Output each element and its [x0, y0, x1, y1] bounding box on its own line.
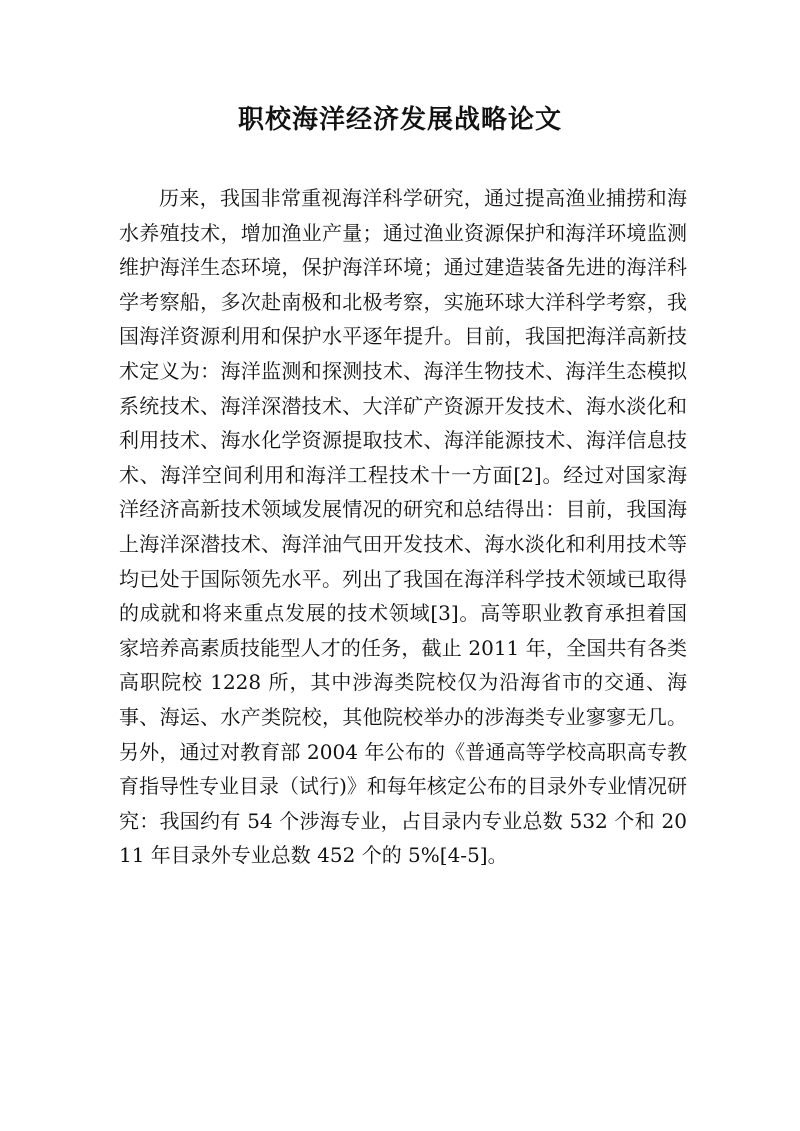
document-title: 职校海洋经济发展战略论文	[237, 105, 562, 135]
body-paragraph: 历来，我国非常重视海洋科学研究，通过提高渔业捕捞和海水养殖技术，增加渔业产量；通过渔业资源保护和海洋环境监测维护海洋生态环境，保护海洋环境；通过建造装备先进的海洋科学考察船，多次赴南极和北极考察，实施环球大洋科学考察，我国海洋资源利用和保护水平逐年提升。目前，我国把海洋高新技术定义为：海洋监测和探测技术、海洋生物技术、海洋生态模拟系统技术、海洋深潜技术、大洋矿产资源开发技术、海水淡化和利用技术、海水化学资源提取技术、海洋能源技术、海洋信息技术、海洋空间利用和海洋工程技术十一方面[2]。经过对国家海洋经济高新技术领域发展情况的研究和总结得出：目前，我国海上海洋深潜技术、海洋油气田开发技术、海水淡化和利用技术等均已处于国际领先水平。列出了我国在海洋科学技术领域已取得的成就和将来重点发展的技术领域[3]。高等职业教育承担着国家培养高素质技能型人才的任务，截止 2011 年，全国共有各类高职院校 1228 所，其中涉海类院校仅为沿海省市的交通、海事、海运、水产类院校，其他院校举办的涉海类专业寥寥无几。另外，通过对教育部 2004 年公布的《普通高等学校高职高专教育指导性专业目录（试行)》和每年核定公布的目录外专业情况研究：我国约有 54 个涉海专业，占目录内专业总数 532 个和 2011 年目录外专业总数 452 个的 5%[4-5]。	[119, 186, 687, 868]
